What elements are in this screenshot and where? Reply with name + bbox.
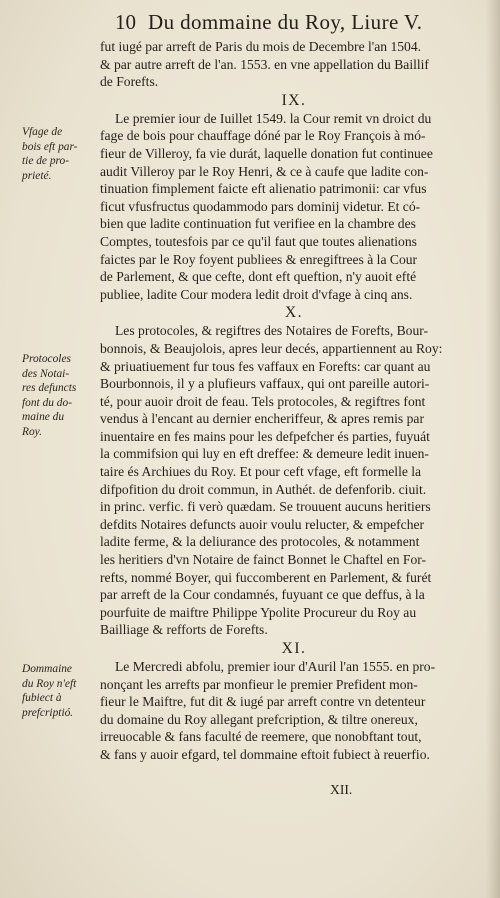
margin-note-line: du Roy n'eft	[22, 677, 77, 690]
text-line: defdits Notaires defuncts auoir voulu relucter, & empefcher	[100, 516, 425, 532]
text-line: publiee, ladite Cour modera ledit droit d'vfage à cinq ans.	[100, 286, 413, 302]
margin-note-line: fubiect à	[22, 692, 62, 704]
text-line: fieur le Maiftre, fut dit & iugé par arreft contre vn detenteur	[100, 694, 426, 710]
text-line: & par autre arreft de l'an. 1553. en vne appellation du Baillif	[100, 56, 429, 72]
text-line: Les protocoles, & regiftres des Notaires de Forefts, Bour-	[115, 323, 429, 339]
text-line: irreuocable & fans faculté de reemere, que nonobftant tout,	[100, 729, 422, 745]
text-line: difpofition du droit commun, in Authét. de defenforib. ciuit.	[100, 481, 427, 497]
running-title: Du dommaine du Roy, Liure V.	[148, 10, 423, 34]
text-line: bonnois, & Beaujolois, apres leur decés, appartiennent au Roy:	[100, 340, 443, 356]
text-line: Le premier iour de Iuillet 1549. la Cour remit vn droict du	[115, 110, 432, 126]
text-line: de Forefts.	[100, 74, 159, 90]
main-text-column	[100, 38, 488, 764]
text-line: & fans y auoir efgard, tel dommaine eftoit fubiect à reuerfio.	[100, 746, 430, 762]
margin-note-line: maine du	[22, 411, 65, 423]
margin-note-line: des Notai-	[22, 367, 70, 380]
margin-note-line: Vfage de	[22, 126, 63, 138]
catchword: XII.	[330, 782, 353, 797]
section-number: IX.	[281, 91, 307, 109]
text-line: tinuation fimplement faicte eft alienatio patrimonii: car vfus	[100, 181, 427, 197]
text-line: Le Mercredi abfolu, premier iour d'Auril l'an 1555. en pro-	[115, 659, 436, 674]
text-line: faictes par le Roy foyent publiees & enregiftrees à la Cour	[100, 251, 418, 267]
text-line: de Parlement, & que cefte, dont eft queftion, n'y auoit efté	[100, 269, 417, 285]
text-line: ladite ferme, & la deliurance des protocoles, & notamment	[100, 534, 420, 550]
margin-note-line: Dommaine	[22, 663, 72, 675]
text-line: té, pour auoir droit de feau. Tels protocoles, & regiftres font	[100, 393, 426, 409]
text-line: Comptes, toutesfois par ce qu'il faut que toutes alienations	[100, 233, 417, 249]
section-number: XI.	[281, 640, 307, 657]
text-line: audit Villeroy par le Roy Henri, & ce à caufe que ladite con-	[100, 163, 429, 179]
page-number: 10	[115, 10, 136, 34]
page-header	[0, 6, 500, 36]
text-line: taire és Archiues du Roy. Et pour ceft vfage, eft formelle la	[100, 464, 422, 480]
page-edge-shadow	[486, 0, 500, 898]
text-line: bien que ladite continuation fut verifiee en la chambre des	[100, 216, 416, 232]
margin-note-line: font du do-	[22, 396, 72, 409]
text-line: fieur de Villeroy, fa vie durát, laquelle donation fut continuee	[100, 145, 433, 161]
margin-note-line: prefcriptió.	[22, 706, 74, 719]
text-line: Bourbonnois, il y a plufieurs vaffaux, qui ont pareille autori-	[100, 376, 430, 392]
margin-note-line: tie de pro-	[22, 155, 70, 167]
margin-note-line: bois eft par-	[22, 140, 78, 153]
text-line: vendus à l'encant au dernier encheriffeur, & apres remis par	[100, 411, 424, 427]
text-line: inuentaire en fes mains pour les defpefcher és parties, fuyuát	[100, 428, 430, 444]
text-line: les heritiers d'vn Notaire de fainct Bonnet le Chaftel en For-	[100, 552, 427, 568]
margin-note-line: res defuncts	[22, 382, 77, 394]
text-line: fut iugé par arreft de Paris du mois de Decembre l'an 1504.	[100, 39, 422, 54]
section-number: X.	[284, 304, 304, 322]
margin-note-protocols	[22, 352, 102, 439]
text-line: la commifsion qui luy en eft dreffee: & demeure ledit inuen-	[100, 446, 429, 462]
text-line: nonçant les arrefts par monfieur le premier Prefident mon-	[100, 676, 418, 692]
margin-note-line: Protocoles	[22, 353, 71, 365]
text-line: & priuatiuement fur tous fes vaffaux en Forefts: car quant au	[100, 358, 431, 374]
text-line: Bailliage & refforts de Forefts.	[100, 622, 268, 638]
text-line: in princ. verfic. fi verò quædam. Se trouuent aucuns heritiers	[100, 499, 431, 515]
text-line: refts, nommé Boyer, qui fuccomberent en Parlement, & furét	[100, 569, 432, 585]
text-line: ficut vfusfructus quodammodo pars dominij videtur. Et có-	[100, 198, 421, 214]
text-line: pourfuite de maiftre Philippe Ypolite Procureur du Roy au	[100, 604, 417, 620]
margin-note-domain	[22, 662, 102, 720]
text-line: par arreft de la Cour condamnés, fuyuant ce que deffus, à la	[100, 587, 425, 603]
margin-note-line: prieté.	[22, 169, 52, 182]
margin-note-usage	[22, 125, 102, 183]
text-line: du domaine du Roy allegant prefcription, & tiltre onereux,	[100, 711, 418, 727]
margin-note-line: Roy.	[22, 425, 42, 438]
text-line: fage de bois pour chauffage dóné par le Roy François à mó-	[100, 128, 426, 144]
